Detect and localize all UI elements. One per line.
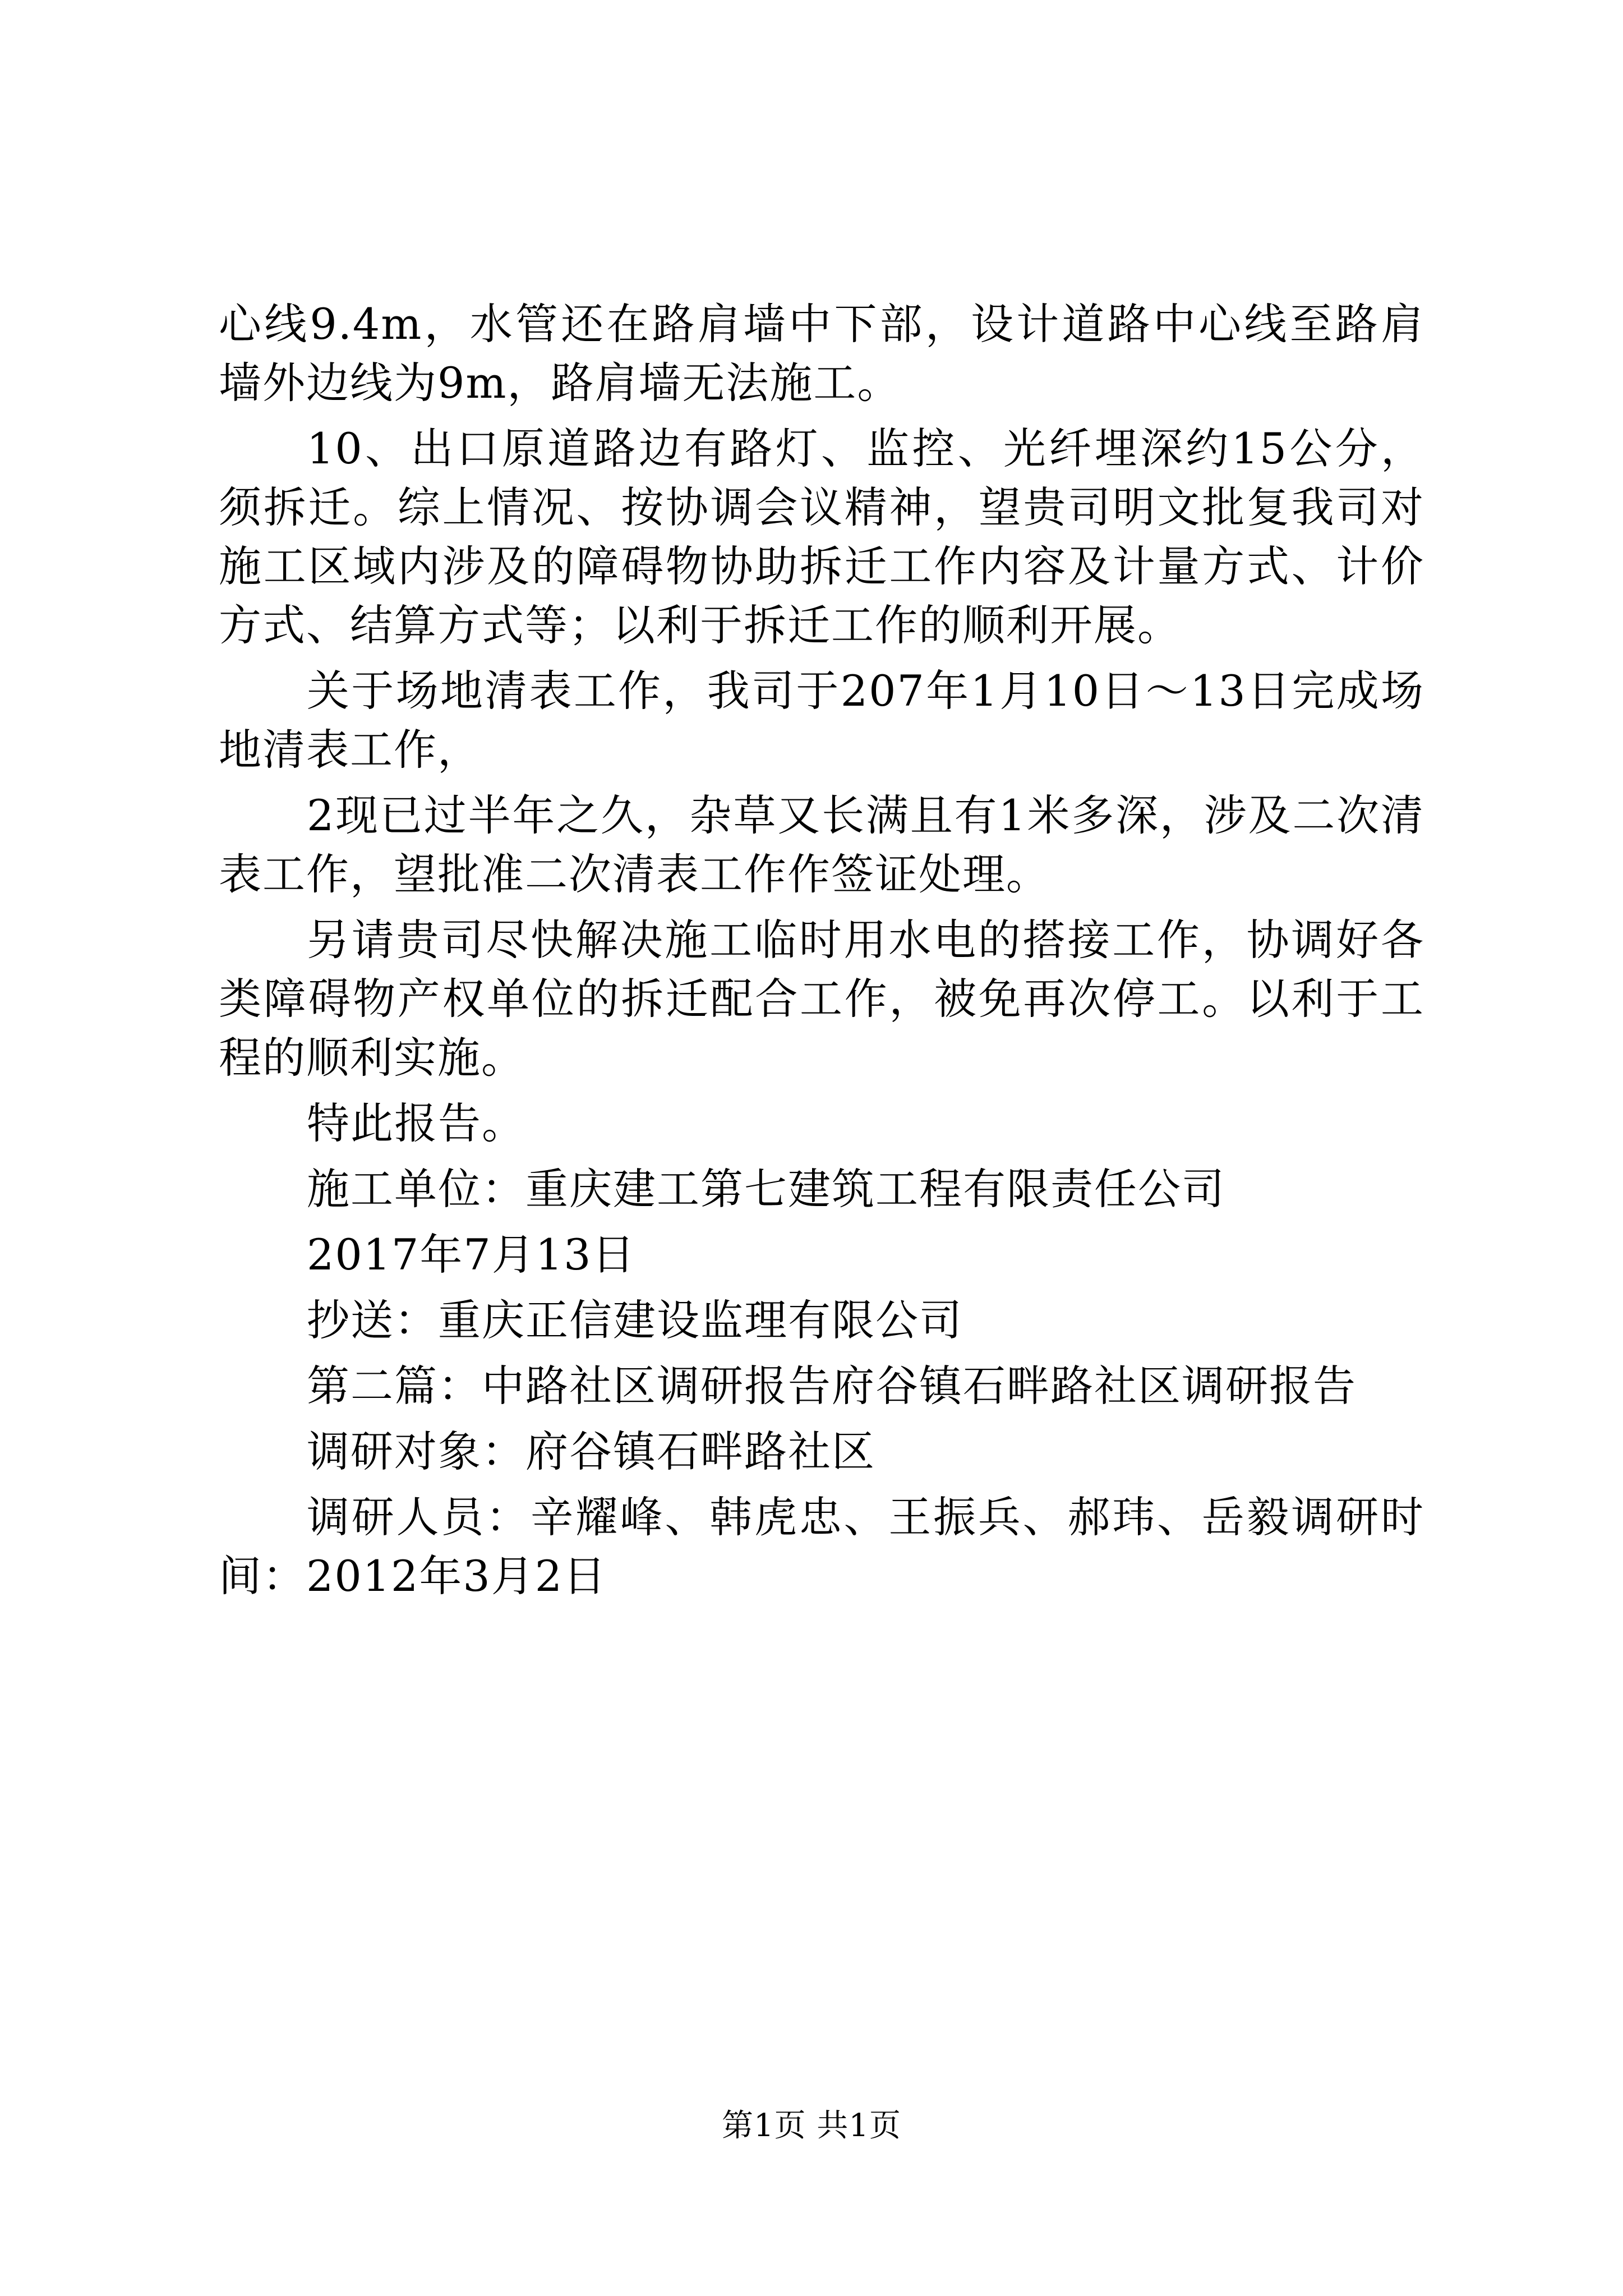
- paragraph-contractor: 施工单位：重庆建工第七建筑工程有限责任公司: [307, 1164, 1225, 1214]
- paragraph-item-10: 10、出口原道路边有路灯、监控、光纤埋深约15公分，须拆迁。综上情况、按协调会议精神，望贵司明文批复我司对施工区域内涉及的障碍物协助拆迁工作内容及计量方式、计价方式、结算方式等；以利于拆迁工作的顺利开展。: [219, 424, 1424, 650]
- paragraph-closing: 特此报告。: [307, 1098, 525, 1148]
- page-footer: 第1页 共1页: [721, 2108, 902, 2144]
- paragraph-survey-members: 调研人员：辛耀峰、韩虎忠、王振兵、郝玮、岳毅调研时间：2012年3月2日: [219, 1492, 1424, 1601]
- paragraph-section-two-title: 第二篇：中路社区调研报告府谷镇石畔路社区调研报告: [307, 1361, 1357, 1411]
- paragraph-utilities-request: 另请贵司尽快解决施工临时用水电的搭接工作，协调好各类障碍物产权单位的拆迁配合工作，被免再次停工。以利于工程的顺利实施。: [219, 915, 1424, 1083]
- document-body: [219, 295, 1424, 1612]
- paragraph-second-clearing: 2现已过半年之久，杂草又长满且有1米多深，涉及二次清表工作，望批准二次清表工作作签证处理。: [219, 790, 1424, 899]
- paragraph-survey-subject: 调研对象：府谷镇石畔路社区: [307, 1427, 875, 1476]
- paragraph-continuation: 心线9.4m，水管还在路肩墙中下部，设计道路中心线至路肩墙外边线为9m，路肩墙无法施工。: [219, 299, 1424, 408]
- paragraph-cc: 抄送：重庆正信建设监理有限公司: [307, 1295, 963, 1345]
- paragraph-date: 2017年7月13日: [307, 1230, 636, 1280]
- paragraph-site-clearing: 关于场地清表工作，我司于207年1月10日～13日完成场地清表工作，: [219, 666, 1424, 775]
